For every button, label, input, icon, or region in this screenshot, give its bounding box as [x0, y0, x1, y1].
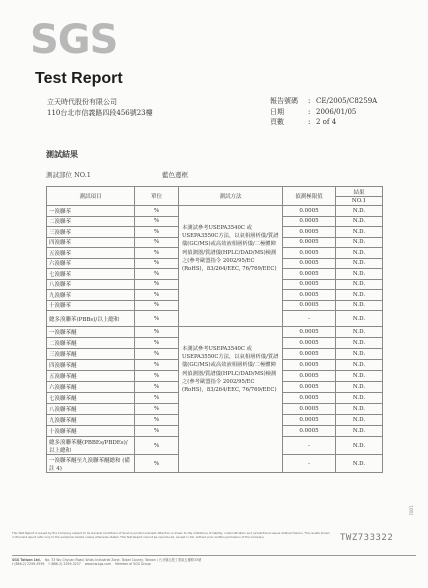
pbde-group-method: 本測試參考USEPA3540C 或USEPA3550C方法，以氣相層析儀/質譜儀(GC/MS)或高效液相層析儀/二極體陣列偵測器/質譜儀(HPLC/DAD/MS)檢測之(參考歐盟指令 2002/95/EC (RoHS)，83/264/EEC, 76/769/EEC)	[179, 327, 283, 473]
cell-result: N.D.	[336, 404, 383, 415]
section-title: 測試結果	[46, 149, 78, 159]
cell-unit: %	[135, 327, 179, 338]
cell-limit: -	[283, 311, 336, 327]
cell-limit: 0.0005	[283, 382, 336, 393]
cell-limit: 0.0005	[283, 290, 336, 301]
cell-item: 八溴聯苯	[47, 279, 135, 290]
meta-page: 頁數 : 2 of 4	[270, 118, 337, 127]
cell-unit: %	[135, 269, 179, 280]
cell-limit: 0.0005	[283, 371, 336, 382]
table-row	[47, 327, 383, 338]
table-row	[47, 206, 383, 217]
results-table	[46, 186, 383, 473]
cell-unit: %	[135, 382, 179, 393]
cell-result: N.D.	[336, 360, 383, 371]
cell-result: N.D.	[336, 455, 383, 473]
cell-item: 九溴聯苯醚	[47, 415, 135, 426]
cell-limit: 0.0005	[283, 279, 336, 290]
cell-result: N.D.	[336, 227, 383, 238]
cell-item: 總多溴聯苯醚(PBBEs/PBDEs)/以上總和	[47, 437, 135, 455]
cell-limit: 0.0005	[283, 327, 336, 338]
cell-result: N.D.	[336, 311, 383, 327]
cell-item: 六溴聯苯醚	[47, 382, 135, 393]
cell-item: 二溴聯苯醚	[47, 338, 135, 349]
cell-limit: 0.0005	[283, 426, 336, 437]
cell-limit: 0.0005	[283, 248, 336, 259]
serial-number: TWZ733322	[340, 533, 394, 543]
cell-unit: %	[135, 258, 179, 269]
header-method: 測試方法	[179, 187, 283, 206]
cell-result: N.D.	[336, 426, 383, 437]
company-address: 110台北市信義路四段456號23樓	[47, 109, 153, 117]
header-unit: 單位	[135, 187, 179, 206]
cell-limit: 0.0005	[283, 349, 336, 360]
cell-unit: %	[135, 455, 179, 473]
footer-fax: f (886-2) 2299-3237	[48, 562, 81, 567]
cell-item: 六溴聯苯	[47, 258, 135, 269]
cell-item: 七溴聯苯	[47, 269, 135, 280]
cell-limit: 0.0005	[283, 338, 336, 349]
cell-result: N.D.	[336, 371, 383, 382]
cell-item: 二溴聯苯	[47, 216, 135, 227]
cell-unit: %	[135, 437, 179, 455]
report-title: Test Report	[35, 70, 123, 87]
cell-result: N.D.	[336, 382, 383, 393]
cell-result: N.D.	[336, 327, 383, 338]
cell-result: N.D.	[336, 248, 383, 259]
cell-result: N.D.	[336, 269, 383, 280]
cell-item: 五溴聯苯醚	[47, 371, 135, 382]
cell-unit: %	[135, 279, 179, 290]
cell-unit: %	[135, 415, 179, 426]
cell-item: 一溴聯苯醚	[47, 327, 135, 338]
meta-report-number: 報告號碼 : CE/2005/C8259A	[270, 97, 378, 106]
cell-unit: %	[135, 371, 179, 382]
footer-disclaimer: This Test Report is issued by the Company subject to its General Conditions of Service printed overleaf. Attention is drawn to the limitations of liability, indemnification and jurisdictional issues defined therein. The results shown in this test report refer only to the sample(s) tested unless otherwise stated. This Test Report cannot be reproduced, except in full, without prior written permission of the Company.	[12, 531, 330, 539]
header-item: 測試項目	[47, 187, 135, 206]
cell-result: N.D.	[336, 279, 383, 290]
cell-unit: %	[135, 248, 179, 259]
cell-item: 十溴聯苯	[47, 300, 135, 311]
cell-item: 一溴聯苯醚至九溴聯苯醚總和 (備註 4)	[47, 455, 135, 473]
cell-limit: -	[283, 437, 336, 455]
cell-unit: %	[135, 216, 179, 227]
cell-limit: 0.0005	[283, 227, 336, 238]
cell-item: 九溴聯苯	[47, 290, 135, 301]
cell-limit: 0.0005	[283, 237, 336, 248]
report-meta	[270, 96, 377, 128]
cell-item: 十溴聯苯醚	[47, 426, 135, 437]
footer-address-block	[12, 558, 416, 567]
cell-unit: %	[135, 349, 179, 360]
cell-result: N.D.	[336, 290, 383, 301]
cell-item: 四溴聯苯	[47, 237, 135, 248]
cell-limit: -	[283, 455, 336, 473]
cell-unit: %	[135, 300, 179, 311]
cell-limit: 0.0005	[283, 206, 336, 217]
cell-result: N.D.	[336, 206, 383, 217]
cell-result: N.D.	[336, 300, 383, 311]
meta-date: 日期 : 2006/01/05	[270, 107, 357, 116]
cell-item: 五溴聯苯	[47, 248, 135, 259]
sgs-logo: SGS	[30, 17, 118, 63]
footer-web: www.tw.sgs.com	[84, 562, 112, 567]
cell-limit: 0.0005	[283, 216, 336, 227]
footer-address: No. 33 Wu Chyuan Road, Wuku Industrial Zone, Taipei County, Taiwan / 台北縣五股工業區五權路33號	[44, 558, 202, 562]
footer-company: SGS Taiwan Ltd.	[12, 558, 41, 562]
cell-item: 三溴聯苯醚	[47, 349, 135, 360]
cell-item: 四溴聯苯醚	[47, 360, 135, 371]
cell-unit: %	[135, 227, 179, 238]
cell-item: 一溴聯苯	[47, 206, 135, 217]
cell-result: N.D.	[336, 437, 383, 455]
header-result: 結果	[336, 187, 383, 197]
cell-item: 七溴聯苯醚	[47, 393, 135, 404]
test-part-label: 測試部位 NO.1	[46, 171, 91, 179]
cell-limit: 0.0005	[283, 404, 336, 415]
pbb-group-method: 本測試參考USEPA3540C 或USEPA3550C方法，以氣相層析儀/質譜儀(GC/MS)或高效液相層析儀/二極體陣列偵測器/質譜儀(HPLC/DAD/MS)檢測之(參考歐盟指令 2002/95/EC (RoHS)，83/264/EEC, 76/769/EEC)	[179, 206, 283, 327]
cell-limit: 0.0005	[283, 393, 336, 404]
cell-limit: 0.0005	[283, 360, 336, 371]
footer-member: Member of SGS Group	[115, 562, 151, 567]
footer-divider	[12, 555, 416, 556]
cell-unit: %	[135, 206, 179, 217]
footer-phone: t (886-2) 2299-3939	[12, 562, 45, 567]
cell-limit: 0.0005	[283, 300, 336, 311]
cell-unit: %	[135, 360, 179, 371]
cell-item: 總多溴聯苯(PBBs)/以上總和	[47, 311, 135, 327]
table-header-row	[47, 187, 383, 197]
header-result-no: NO.1	[336, 197, 383, 206]
cell-limit: 0.0005	[283, 269, 336, 280]
cell-item: 八溴聯苯醚	[47, 404, 135, 415]
cell-result: N.D.	[336, 216, 383, 227]
cell-unit: %	[135, 290, 179, 301]
test-part-description: 藍色邊框	[162, 171, 188, 179]
cell-unit: %	[135, 404, 179, 415]
cell-limit: 0.0005	[283, 258, 336, 269]
cell-result: N.D.	[336, 338, 383, 349]
cell-limit: 0.0005	[283, 415, 336, 426]
cell-item: 三溴聯苯	[47, 227, 135, 238]
cell-unit: %	[135, 237, 179, 248]
side-number: 1001	[408, 505, 414, 516]
cell-result: N.D.	[336, 258, 383, 269]
cell-result: N.D.	[336, 349, 383, 360]
cell-unit: %	[135, 338, 179, 349]
cell-result: N.D.	[336, 415, 383, 426]
cell-result: N.D.	[336, 393, 383, 404]
header-limit: 偵測極限值	[283, 187, 336, 206]
cell-unit: %	[135, 426, 179, 437]
cell-unit: %	[135, 311, 179, 327]
cell-result: N.D.	[336, 237, 383, 248]
cell-unit: %	[135, 393, 179, 404]
company-name: 立天時代股份有限公司	[47, 98, 117, 106]
